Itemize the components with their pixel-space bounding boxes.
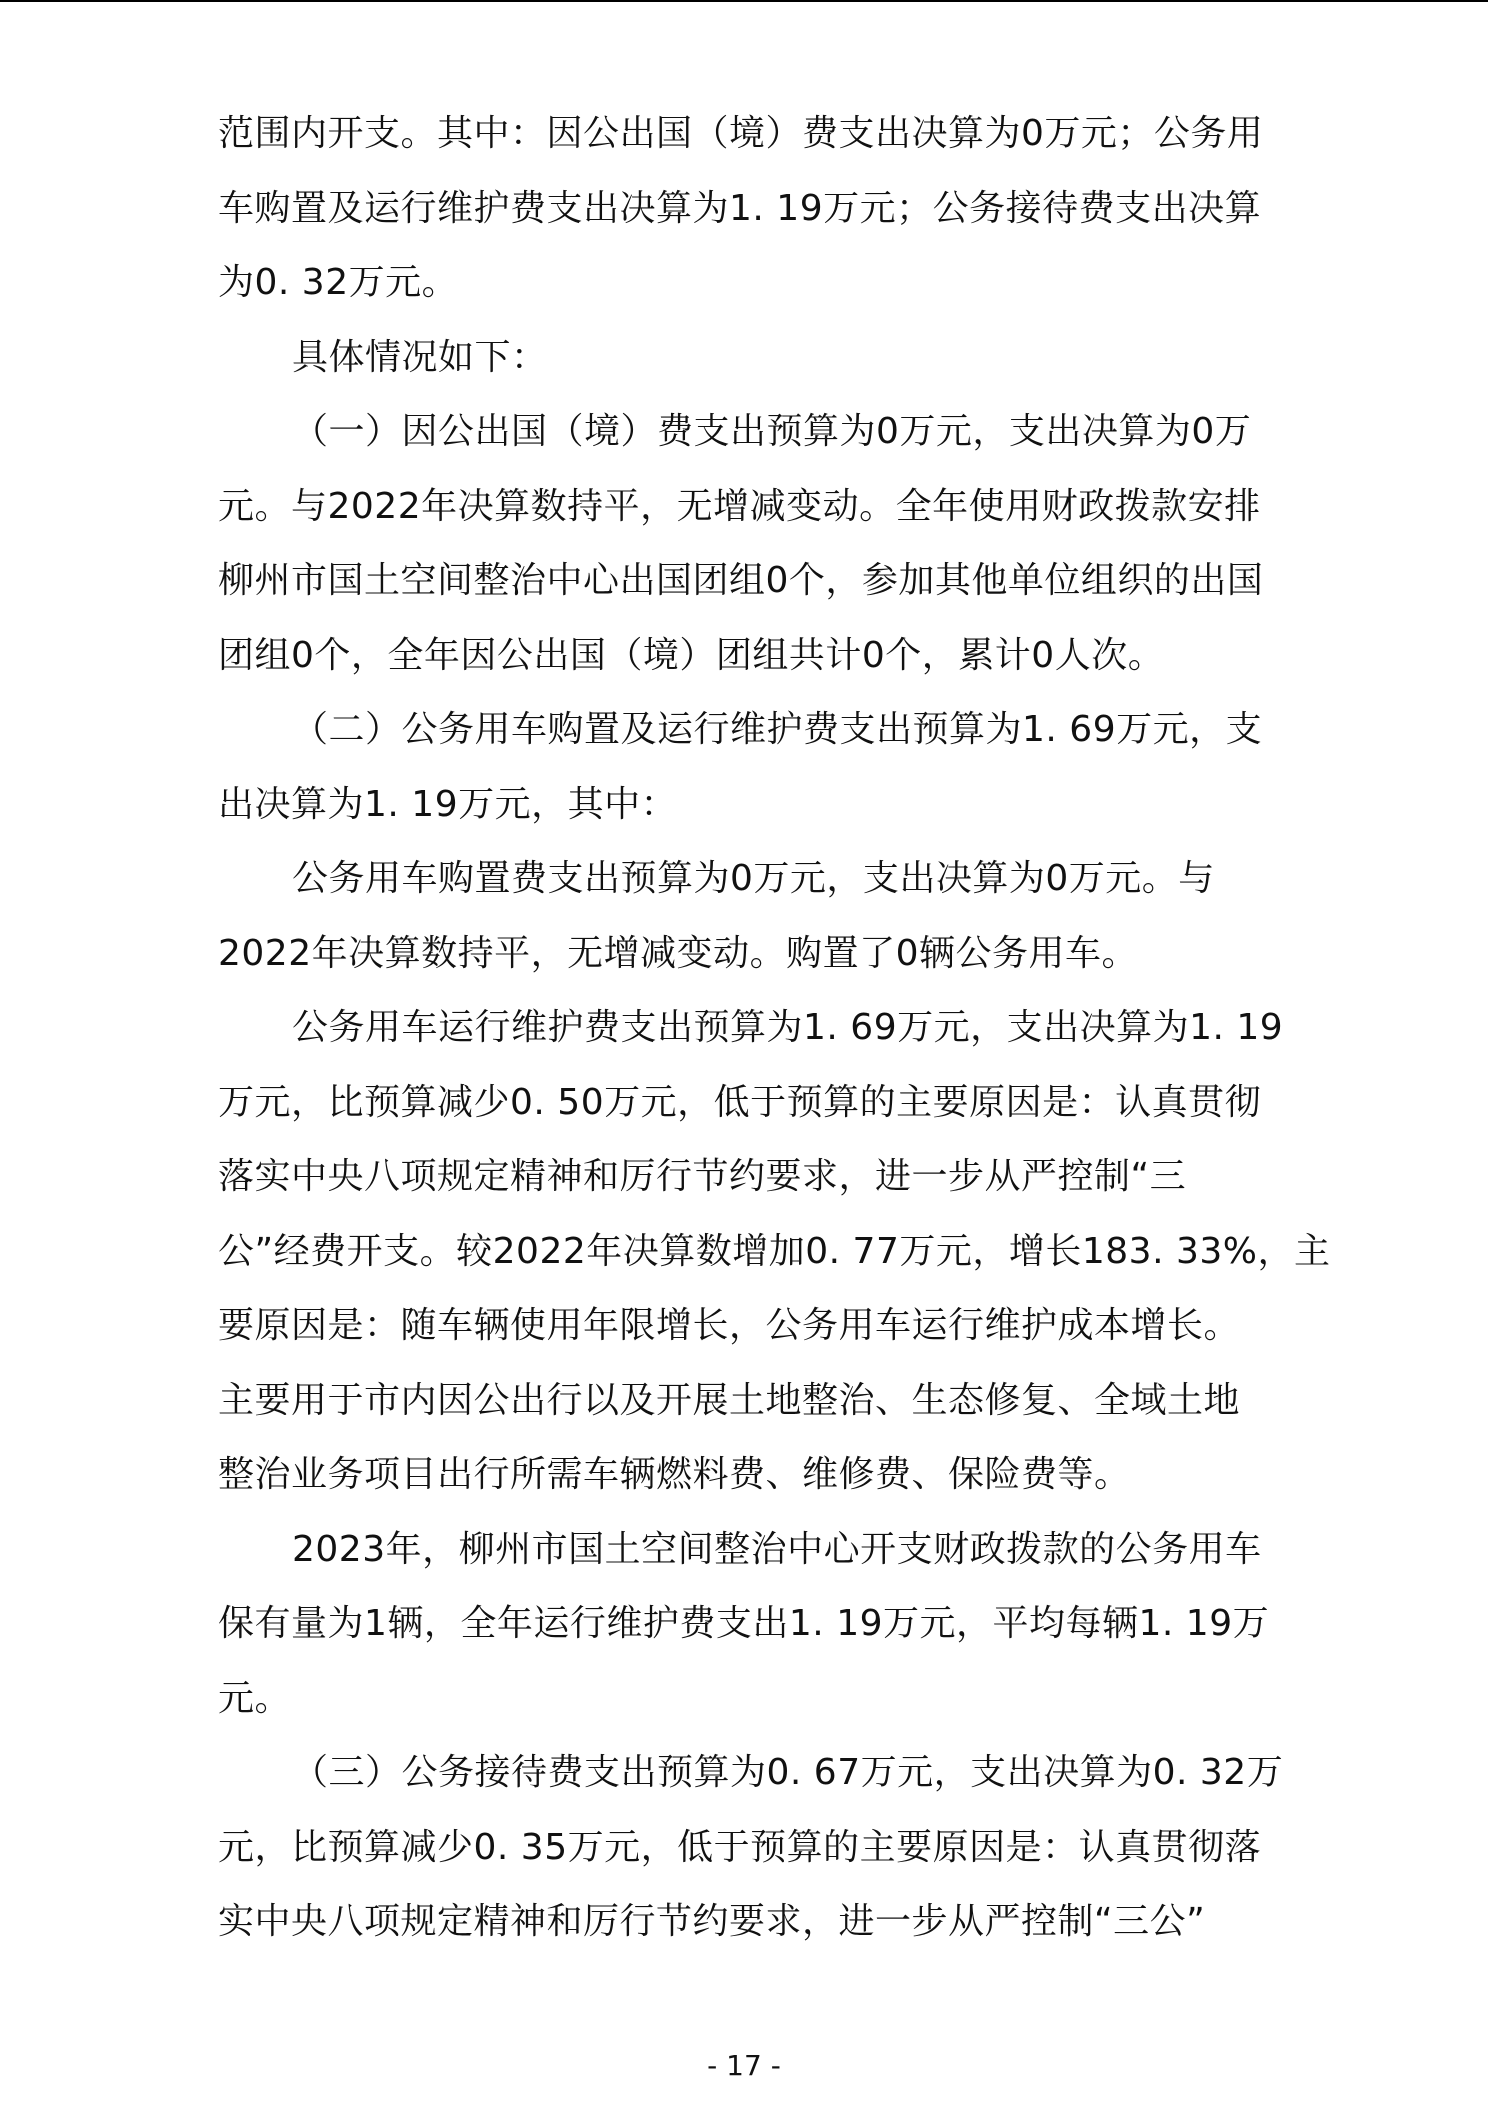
- text-line: 车购置及运行维护费支出决算为1. 19万元；公务接待费支出决算: [218, 187, 1262, 229]
- text-line: 元。与2022年决算数持平，无增减变动。全年使用财政拨款安排: [218, 485, 1261, 527]
- text-line: 出决算为1. 19万元，其中：: [218, 783, 678, 825]
- body-text: [218, 97, 1331, 1960]
- text-line: 万元，比预算减少0. 50万元，低于预算的主要原因是：认真贯彻: [218, 1081, 1262, 1123]
- text-line: 要原因是：随车辆使用年限增长，公务用车运行维护成本增长。: [218, 1305, 1241, 1346]
- text-line: 为0. 32万元。: [218, 262, 459, 303]
- text-line: （三）公务接待费支出预算为0. 67万元，支出决算为0. 32万: [292, 1752, 1284, 1793]
- text-line: 具体情况如下：: [292, 336, 548, 378]
- text-line: 实中央八项规定精神和厉行节约要求，进一步从严控制“三公”: [218, 1901, 1206, 1942]
- text-line: （一）因公出国（境）费支出预算为0万元，支出决算为0万: [292, 411, 1252, 452]
- text-line: 元，比预算减少0. 35万元，低于预算的主要原因是：认真贯彻落: [218, 1826, 1262, 1868]
- text-line: 公务用车购置费支出预算为0万元，支出决算为0万元。与: [292, 858, 1215, 899]
- text-line: 整治业务项目出行所需车辆燃料费、维修费、保险费等。: [218, 1454, 1131, 1495]
- text-line: 公”经费开支。较2022年决算数增加0. 77万元，增长183. 33%，主: [218, 1230, 1331, 1272]
- text-line: 2022年决算数持平，无增减变动。购置了0辆公务用车。: [218, 932, 1139, 974]
- text-line: 柳州市国土空间整治中心出国团组0个，参加其他单位组织的出国: [218, 560, 1264, 601]
- text-line: 范围内开支。其中：因公出国（境）费支出决算为0万元；公务用: [218, 113, 1264, 154]
- text-line: 团组0个，全年因公出国（境）团组共计0个，累计0人次。: [218, 634, 1165, 676]
- text-line: 保有量为1辆，全年运行维护费支出1. 19万元，平均每辆1. 19万: [218, 1603, 1270, 1644]
- text-line: 2023年，柳州市国土空间整治中心开支财政拨款的公务用车: [292, 1528, 1262, 1570]
- text-line: 主要用于市内因公出行以及开展土地整治、生态修复、全域土地: [218, 1379, 1241, 1421]
- text-line: 元。: [218, 1677, 292, 1719]
- text-line: （二）公务用车购置及运行维护费支出预算为1. 69万元，支: [292, 709, 1263, 750]
- page-number: - 17 -: [707, 2049, 781, 2082]
- text-line: 公务用车运行维护费支出预算为1. 69万元，支出决算为1. 19: [292, 1007, 1284, 1048]
- document-page: [0, 2, 1488, 2106]
- text-line: 落实中央八项规定精神和厉行节约要求，进一步从严控制“三: [218, 1156, 1187, 1197]
